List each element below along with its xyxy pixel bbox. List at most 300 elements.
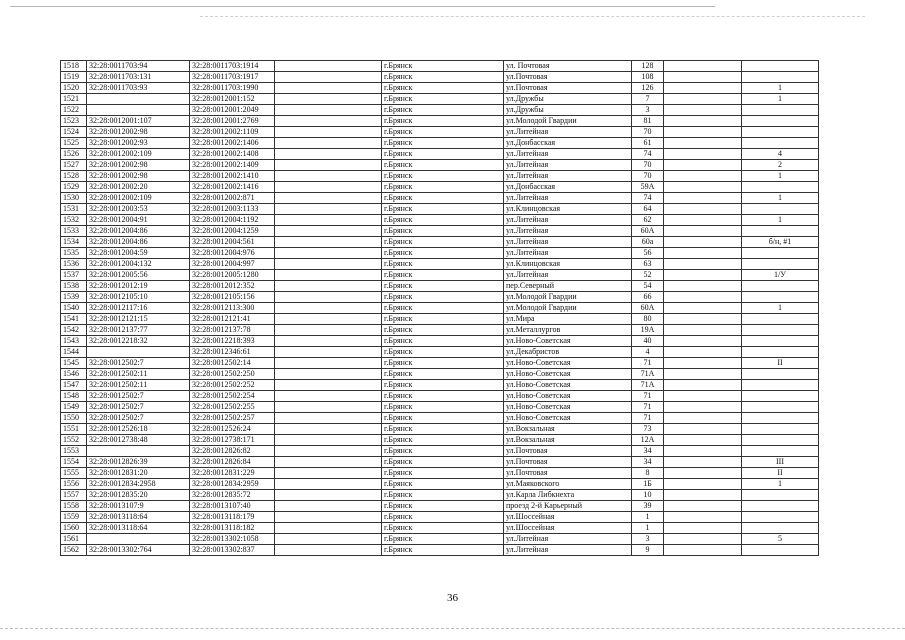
cadastral-parcel-cell: 32:28:0012003:53 [87, 204, 190, 215]
house-number-cell: 126 [632, 83, 664, 94]
row-number-cell: 1549 [61, 402, 87, 413]
cadastral-parcel-cell: 32:28:0011703:131 [87, 72, 190, 83]
row-number-cell: 1530 [61, 193, 87, 204]
table-row [61, 424, 819, 435]
street-cell: ул.Ново-Советская [504, 391, 632, 402]
extra-mark-cell [742, 490, 819, 501]
blank-col-cell [275, 468, 382, 479]
page-number: 36 [447, 592, 458, 604]
blank-col-2-cell [664, 523, 742, 534]
city-cell: г.Брянск [382, 424, 504, 435]
street-cell: ул.Донбасская [504, 138, 632, 149]
cadastral-building-cell: 32:28:0012835:72 [190, 490, 275, 501]
street-cell: ул.Ново-Советская [504, 358, 632, 369]
blank-col-2-cell [664, 402, 742, 413]
cadastral-parcel-cell: 32:28:0012738:48 [87, 435, 190, 446]
blank-col-cell [275, 325, 382, 336]
blank-col-2-cell [664, 501, 742, 512]
cadastral-parcel-cell: 32:28:0012502:7 [87, 358, 190, 369]
city-cell: г.Брянск [382, 446, 504, 457]
street-cell: ул.Мира [504, 314, 632, 325]
row-number-cell: 1557 [61, 490, 87, 501]
cadastral-building-cell: 32:28:0012004:561 [190, 237, 275, 248]
house-number-cell: 1 [632, 512, 664, 523]
cadastral-building-cell: 32:28:0012113:300 [190, 303, 275, 314]
blank-col-cell [275, 281, 382, 292]
row-number-cell: 1545 [61, 358, 87, 369]
cadastral-building-cell: 32:28:0012502:255 [190, 402, 275, 413]
cadastral-building-cell: 32:28:0012002:871 [190, 193, 275, 204]
row-number-cell: 1539 [61, 292, 87, 303]
row-number-cell: 1554 [61, 457, 87, 468]
city-cell: г.Брянск [382, 83, 504, 94]
extra-mark-cell: 1 [742, 83, 819, 94]
house-number-cell: 71 [632, 402, 664, 413]
row-number-cell: 1546 [61, 369, 87, 380]
extra-mark-cell: 5 [742, 534, 819, 545]
table-row [61, 446, 819, 457]
table-row [61, 314, 819, 325]
house-number-cell: 60а [632, 237, 664, 248]
table-row [61, 545, 819, 556]
extra-mark-cell [742, 127, 819, 138]
blank-col-2-cell [664, 325, 742, 336]
cadastral-parcel-cell: 32:28:0011703:93 [87, 83, 190, 94]
city-cell: г.Брянск [382, 501, 504, 512]
city-cell: г.Брянск [382, 325, 504, 336]
cadastral-parcel-cell: 32:28:0012834:2958 [87, 479, 190, 490]
street-cell: ул.Литейная [504, 149, 632, 160]
extra-mark-cell: II [742, 468, 819, 479]
city-cell: г.Брянск [382, 259, 504, 270]
extra-mark-cell [742, 336, 819, 347]
blank-col-cell [275, 83, 382, 94]
extra-mark-cell: 1/У [742, 270, 819, 281]
scan-edge-top-faint [200, 16, 865, 17]
blank-col-2-cell [664, 435, 742, 446]
house-number-cell: 8 [632, 468, 664, 479]
blank-col-cell [275, 523, 382, 534]
blank-col-2-cell [664, 83, 742, 94]
table-row [61, 116, 819, 127]
cadastral-parcel-cell: 32:28:0012004:86 [87, 237, 190, 248]
table-row [61, 171, 819, 182]
city-cell: г.Брянск [382, 369, 504, 380]
table-row [61, 391, 819, 402]
house-number-cell: 63 [632, 259, 664, 270]
table-row [61, 336, 819, 347]
table-row [61, 523, 819, 534]
blank-col-2-cell [664, 116, 742, 127]
blank-col-cell [275, 303, 382, 314]
blank-col-2-cell [664, 336, 742, 347]
city-cell: г.Брянск [382, 193, 504, 204]
blank-col-2-cell [664, 512, 742, 523]
cadastral-building-cell: 32:28:0012002:1109 [190, 127, 275, 138]
cadastral-building-cell: 32:28:0012502:14 [190, 358, 275, 369]
table-row [61, 204, 819, 215]
cadastral-building-cell: 32:28:0012012:352 [190, 281, 275, 292]
cadastral-parcel-cell: 32:28:0011703:94 [87, 61, 190, 72]
street-cell: ул.Металлургов [504, 325, 632, 336]
blank-col-cell [275, 369, 382, 380]
house-number-cell: 3 [632, 534, 664, 545]
cadastral-building-cell: 32:28:0011703:1914 [190, 61, 275, 72]
house-number-cell: 70 [632, 127, 664, 138]
house-number-cell: 9 [632, 545, 664, 556]
table-row [61, 149, 819, 160]
blank-col-2-cell [664, 391, 742, 402]
table-row [61, 479, 819, 490]
cadastral-parcel-cell [87, 347, 190, 358]
blank-col-2-cell [664, 534, 742, 545]
table-row [61, 193, 819, 204]
table-row [61, 303, 819, 314]
cadastral-parcel-cell: 32:28:0012218:32 [87, 336, 190, 347]
extra-mark-cell [742, 105, 819, 116]
table-row [61, 259, 819, 270]
blank-col-2-cell [664, 490, 742, 501]
extra-mark-cell [742, 204, 819, 215]
table-row [61, 226, 819, 237]
extra-mark-cell [742, 138, 819, 149]
city-cell: г.Брянск [382, 270, 504, 281]
blank-col-cell [275, 545, 382, 556]
cadastral-parcel-cell: 32:28:0012004:91 [87, 215, 190, 226]
street-cell: ул.Ново-Советская [504, 413, 632, 424]
blank-col-2-cell [664, 303, 742, 314]
cadastral-parcel-cell: 32:28:0012002:20 [87, 182, 190, 193]
street-cell: ул.Маяковского [504, 479, 632, 490]
street-cell: ул.Клинцовская [504, 259, 632, 270]
table-row [61, 138, 819, 149]
blank-col-2-cell [664, 358, 742, 369]
city-cell: г.Брянск [382, 435, 504, 446]
street-cell: ул.Декабристов [504, 347, 632, 358]
street-cell: ул.Литейная [504, 534, 632, 545]
house-number-cell: 71А [632, 369, 664, 380]
blank-col-2-cell [664, 424, 742, 435]
blank-col-cell [275, 72, 382, 83]
blank-col-cell [275, 160, 382, 171]
table-row [61, 534, 819, 545]
cadastral-parcel-cell: 32:28:0012002:98 [87, 127, 190, 138]
extra-mark-cell [742, 424, 819, 435]
row-number-cell: 1527 [61, 160, 87, 171]
house-number-cell: 40 [632, 336, 664, 347]
house-number-cell: 60А [632, 226, 664, 237]
row-number-cell: 1551 [61, 424, 87, 435]
cadastral-parcel-cell: 32:28:0013118:64 [87, 512, 190, 523]
extra-mark-cell [742, 314, 819, 325]
row-number-cell: 1552 [61, 435, 87, 446]
city-cell: г.Брянск [382, 237, 504, 248]
house-number-cell: 108 [632, 72, 664, 83]
row-number-cell: 1555 [61, 468, 87, 479]
blank-col-cell [275, 138, 382, 149]
row-number-cell: 1544 [61, 347, 87, 358]
row-number-cell: 1548 [61, 391, 87, 402]
city-cell: г.Брянск [382, 391, 504, 402]
blank-col-2-cell [664, 446, 742, 457]
street-cell: ул. Почтовая [504, 61, 632, 72]
cadastral-building-cell: 32:28:0012003:1133 [190, 204, 275, 215]
table-row [61, 237, 819, 248]
street-cell: ул.Клинцовская [504, 204, 632, 215]
extra-mark-cell: б/н, #1 [742, 237, 819, 248]
blank-col-2-cell [664, 61, 742, 72]
table-row [61, 468, 819, 479]
house-number-cell: 74 [632, 149, 664, 160]
house-number-cell: 80 [632, 314, 664, 325]
row-number-cell: 1550 [61, 413, 87, 424]
table-row [61, 281, 819, 292]
street-cell: ул.Литейная [504, 160, 632, 171]
blank-col-cell [275, 226, 382, 237]
street-cell: ул.Литейная [504, 248, 632, 259]
city-cell: г.Брянск [382, 490, 504, 501]
extra-mark-cell: 2 [742, 160, 819, 171]
street-cell: ул.Ново-Советская [504, 402, 632, 413]
cadastral-building-cell: 32:28:0012738:171 [190, 435, 275, 446]
blank-col-cell [275, 105, 382, 116]
blank-col-2-cell [664, 138, 742, 149]
blank-col-2-cell [664, 270, 742, 281]
row-number-cell: 1526 [61, 149, 87, 160]
street-cell: ул.Дружбы [504, 94, 632, 105]
cadastral-building-cell: 32:28:0012002:1409 [190, 160, 275, 171]
street-cell: ул.Шоссейная [504, 523, 632, 534]
extra-mark-cell [742, 523, 819, 534]
cadastral-building-cell: 32:28:0012002:1406 [190, 138, 275, 149]
cadastral-parcel-cell: 32:28:0012004:86 [87, 226, 190, 237]
cadastral-building-cell: 32:28:0012502:250 [190, 369, 275, 380]
cadastral-building-cell: 32:28:0012826:84 [190, 457, 275, 468]
table-row [61, 182, 819, 193]
cadastral-building-cell: 32:28:0012218:393 [190, 336, 275, 347]
city-cell: г.Брянск [382, 534, 504, 545]
row-number-cell: 1521 [61, 94, 87, 105]
city-cell: г.Брянск [382, 281, 504, 292]
house-number-cell: 34 [632, 457, 664, 468]
blank-col-cell [275, 391, 382, 402]
city-cell: г.Брянск [382, 127, 504, 138]
street-cell: ул.Молодой Гвардии [504, 292, 632, 303]
blank-col-2-cell [664, 413, 742, 424]
cadastral-parcel-cell: 32:28:0012502:7 [87, 391, 190, 402]
extra-mark-cell: 1 [742, 193, 819, 204]
street-cell: ул.Литейная [504, 270, 632, 281]
city-cell: г.Брянск [382, 292, 504, 303]
city-cell: г.Брянск [382, 248, 504, 259]
row-number-cell: 1523 [61, 116, 87, 127]
row-number-cell: 1543 [61, 336, 87, 347]
street-cell: ул.Литейная [504, 171, 632, 182]
house-number-cell: 19А [632, 325, 664, 336]
cadastral-parcel-cell: 32:28:0013118:64 [87, 523, 190, 534]
cadastral-building-cell: 32:28:0012502:257 [190, 413, 275, 424]
house-number-cell: 1Б [632, 479, 664, 490]
extra-mark-cell [742, 446, 819, 457]
row-number-cell: 1531 [61, 204, 87, 215]
row-number-cell: 1532 [61, 215, 87, 226]
street-cell: ул.Почтовая [504, 457, 632, 468]
cadastral-parcel-cell: 32:28:0012502:11 [87, 369, 190, 380]
street-cell: проезд 2-й Карьерный [504, 501, 632, 512]
blank-col-cell [275, 237, 382, 248]
city-cell: г.Брянск [382, 380, 504, 391]
cadastral-building-cell: 32:28:0013302:1058 [190, 534, 275, 545]
row-number-cell: 1559 [61, 512, 87, 523]
blank-col-cell [275, 127, 382, 138]
blank-col-cell [275, 358, 382, 369]
cadastral-building-cell: 32:28:0013118:179 [190, 512, 275, 523]
row-number-cell: 1535 [61, 248, 87, 259]
blank-col-2-cell [664, 259, 742, 270]
city-cell: г.Брянск [382, 479, 504, 490]
table-row [61, 270, 819, 281]
table-row [61, 292, 819, 303]
street-cell: ул.Почтовая [504, 72, 632, 83]
city-cell: г.Брянск [382, 402, 504, 413]
city-cell: г.Брянск [382, 523, 504, 534]
street-cell: ул.Донбасская [504, 182, 632, 193]
cadastral-parcel-cell: 32:28:0012502:7 [87, 413, 190, 424]
cadastral-parcel-cell: 32:28:0012121:15 [87, 314, 190, 325]
cadastral-building-cell: 32:28:0013302:837 [190, 545, 275, 556]
street-cell: ул.Литейная [504, 127, 632, 138]
cadastral-building-cell: 32:28:0012502:252 [190, 380, 275, 391]
registry-body [61, 61, 819, 556]
blank-col-2-cell [664, 72, 742, 83]
blank-col-cell [275, 248, 382, 259]
city-cell: г.Брянск [382, 512, 504, 523]
row-number-cell: 1540 [61, 303, 87, 314]
blank-col-2-cell [664, 94, 742, 105]
extra-mark-cell [742, 72, 819, 83]
blank-col-2-cell [664, 193, 742, 204]
blank-col-2-cell [664, 204, 742, 215]
blank-col-cell [275, 149, 382, 160]
house-number-cell: 3 [632, 105, 664, 116]
extra-mark-cell: 1 [742, 171, 819, 182]
blank-col-cell [275, 512, 382, 523]
house-number-cell: 1 [632, 523, 664, 534]
blank-col-2-cell [664, 281, 742, 292]
house-number-cell: 70 [632, 171, 664, 182]
row-number-cell: 1560 [61, 523, 87, 534]
street-cell: ул.Вокзальная [504, 435, 632, 446]
cadastral-parcel-cell: 32:28:0012012:19 [87, 281, 190, 292]
street-cell: ул.Почтовая [504, 83, 632, 94]
extra-mark-cell [742, 501, 819, 512]
extra-mark-cell: 1 [742, 94, 819, 105]
blank-col-cell [275, 292, 382, 303]
blank-col-2-cell [664, 215, 742, 226]
row-number-cell: 1534 [61, 237, 87, 248]
street-cell: ул.Ново-Советская [504, 336, 632, 347]
extra-mark-cell: 1 [742, 303, 819, 314]
house-number-cell: 61 [632, 138, 664, 149]
cadastral-parcel-cell: 32:28:0012002:109 [87, 193, 190, 204]
city-cell: г.Брянск [382, 314, 504, 325]
cadastral-parcel-cell: 32:28:0012002:98 [87, 171, 190, 182]
city-cell: г.Брянск [382, 105, 504, 116]
extra-mark-cell: 1 [742, 215, 819, 226]
blank-col-2-cell [664, 160, 742, 171]
cadastral-parcel-cell [87, 534, 190, 545]
cadastral-building-cell: 32:28:0012002:1408 [190, 149, 275, 160]
cadastral-parcel-cell: 32:28:0012502:7 [87, 402, 190, 413]
house-number-cell: 71А [632, 380, 664, 391]
street-cell: пер.Северный [504, 281, 632, 292]
cadastral-parcel-cell: 32:28:0012002:98 [87, 160, 190, 171]
cadastral-building-cell: 32:28:0012002:1410 [190, 171, 275, 182]
blank-col-cell [275, 479, 382, 490]
city-cell: г.Брянск [382, 171, 504, 182]
cadastral-building-cell: 32:28:0012121:41 [190, 314, 275, 325]
extra-mark-cell [742, 325, 819, 336]
row-number-cell: 1529 [61, 182, 87, 193]
house-number-cell: 71 [632, 413, 664, 424]
house-number-cell: 74 [632, 193, 664, 204]
row-number-cell: 1518 [61, 61, 87, 72]
table-row [61, 83, 819, 94]
cadastral-building-cell: 32:28:0011703:1990 [190, 83, 275, 94]
cadastral-parcel-cell: 32:28:0012502:11 [87, 380, 190, 391]
city-cell: г.Брянск [382, 61, 504, 72]
cadastral-parcel-cell: 32:28:0012002:109 [87, 149, 190, 160]
cadastral-parcel-cell: 32:28:0012835:20 [87, 490, 190, 501]
blank-col-2-cell [664, 105, 742, 116]
street-cell: ул.Карла Либкнехта [504, 490, 632, 501]
cadastral-parcel-cell [87, 105, 190, 116]
blank-col-cell [275, 457, 382, 468]
blank-col-2-cell [664, 457, 742, 468]
city-cell: г.Брянск [382, 358, 504, 369]
blank-col-cell [275, 61, 382, 72]
blank-col-cell [275, 534, 382, 545]
cadastral-parcel-cell: 32:28:0012526:18 [87, 424, 190, 435]
street-cell: ул.Литейная [504, 226, 632, 237]
cadastral-building-cell: 32:28:0013118:182 [190, 523, 275, 534]
table-row [61, 325, 819, 336]
blank-col-cell [275, 424, 382, 435]
blank-col-2-cell [664, 149, 742, 160]
table-row [61, 490, 819, 501]
blank-col-2-cell [664, 292, 742, 303]
cadastral-parcel-cell: 32:28:0012004:59 [87, 248, 190, 259]
extra-mark-cell [742, 292, 819, 303]
cadastral-building-cell: 32:28:0012005:1280 [190, 270, 275, 281]
house-number-cell: 81 [632, 116, 664, 127]
cadastral-parcel-cell: 32:28:0012831:20 [87, 468, 190, 479]
cadastral-parcel-cell [87, 446, 190, 457]
table-row [61, 105, 819, 116]
cadastral-building-cell: 32:28:0012001:152 [190, 94, 275, 105]
city-cell: г.Брянск [382, 226, 504, 237]
table-row [61, 413, 819, 424]
cadastral-building-cell: 32:28:0012004:1259 [190, 226, 275, 237]
street-cell: ул.Литейная [504, 193, 632, 204]
extra-mark-cell [742, 248, 819, 259]
city-cell: г.Брянск [382, 72, 504, 83]
house-number-cell: 62 [632, 215, 664, 226]
scan-edge-top [10, 6, 715, 7]
blank-col-2-cell [664, 479, 742, 490]
city-cell: г.Брянск [382, 468, 504, 479]
extra-mark-cell [742, 435, 819, 446]
